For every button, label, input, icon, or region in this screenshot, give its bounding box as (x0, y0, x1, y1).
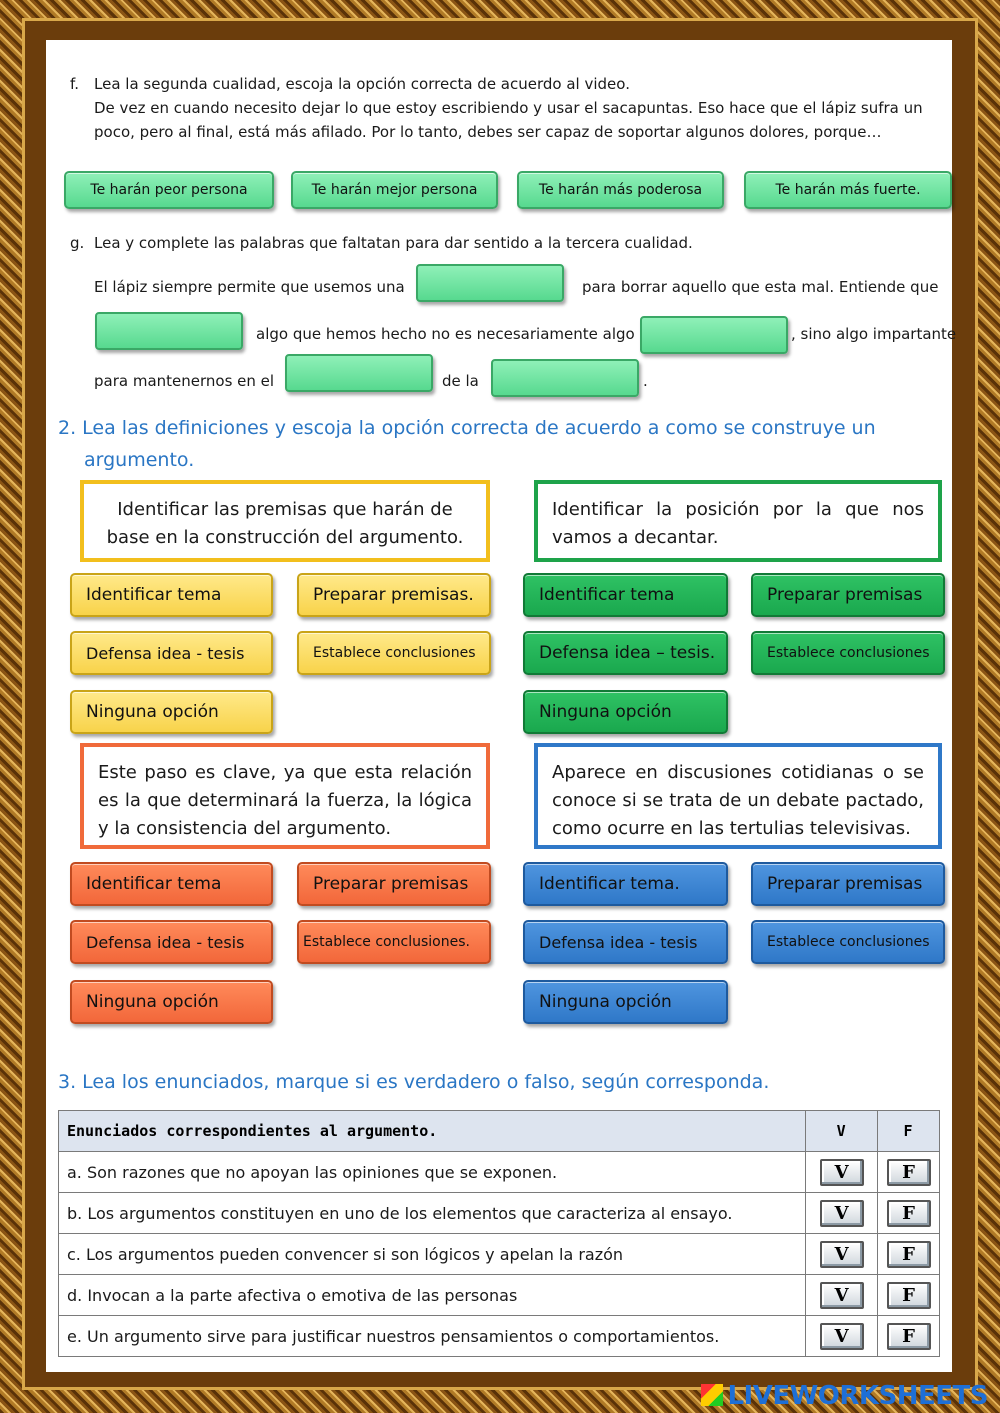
green-option-identificar-tema[interactable]: Identificar tema (523, 573, 728, 617)
orange-option-preparar-premisas[interactable]: Preparar premisas (297, 862, 491, 906)
table-header-row (59, 1111, 940, 1152)
table-row (59, 1275, 940, 1316)
orange-option-defensa-idea[interactable]: Defensa idea - tesis (70, 920, 273, 964)
false-button-d[interactable]: F (887, 1282, 931, 1309)
logo-text: LIVEWORKSHEETS (727, 1381, 988, 1411)
option-f-3-button[interactable]: Te harán más poderosa (517, 171, 724, 209)
yellow-option-preparar-premisas[interactable]: Preparar premisas. (297, 573, 491, 617)
section-2-heading-cont: argumento. (84, 449, 195, 471)
definition-box-orange: Este paso es clave, ya que esta relación es la que determinará la fuerza, la lógica y la consistencia del argumento. (80, 743, 490, 849)
green-option-defensa-idea[interactable]: Defensa idea – tesis. (523, 631, 728, 675)
statement-e: e. Un argumento sirve para justificar nuestros pensamientos o comportamientos. (59, 1316, 806, 1357)
true-button-d[interactable]: V (820, 1282, 864, 1309)
yellow-option-establece-conclusiones[interactable]: Establece conclusiones (297, 631, 491, 675)
option-f-2-button[interactable]: Te harán mejor persona (291, 171, 498, 209)
true-button-e[interactable]: V (820, 1323, 864, 1350)
blue-option-identificar-tema[interactable]: Identificar tema. (523, 862, 728, 906)
option-f-4-button[interactable]: Te harán más fuerte. (744, 171, 952, 209)
false-button-e[interactable]: F (887, 1323, 931, 1350)
green-option-preparar-premisas[interactable]: Preparar premisas (751, 573, 945, 617)
statement-b: b. Los argumentos constituyen en uno de los elementos que caracteriza al ensayo. (59, 1193, 806, 1234)
table-row (59, 1316, 940, 1357)
false-button-a[interactable]: F (887, 1159, 931, 1186)
orange-option-establece-conclusiones[interactable]: Establece conclusiones. (297, 920, 491, 964)
section-3-heading: 3. Lea los enunciados, marque si es verdadero o falso, según corresponda. (58, 1071, 770, 1093)
green-option-ninguna[interactable]: Ninguna opción (523, 690, 728, 734)
item-g-label: g. (70, 234, 85, 252)
section-2-heading: 2. Lea las definiciones y escoja la opción correcta de acuerdo a como se construye un (58, 417, 876, 439)
blue-option-preparar-premisas[interactable]: Preparar premisas (751, 862, 945, 906)
item-f-instruction: Lea la segunda cualidad, escoja la opción correcta de acuerdo al video. (94, 75, 630, 93)
false-button-c[interactable]: F (887, 1241, 931, 1268)
sentence-1-start: El lápiz siempre permite que usemos una (94, 278, 405, 296)
item-f-text-line3: poco, pero al final, está más afilado. Por lo tanto, debes ser capaz de soportar algunos dolores, porque… (94, 123, 882, 141)
sentence-2-end: , sino algo impartante (791, 325, 957, 343)
statement-c: c. Los argumentos pueden convencer si son lógicos y apelan la razón (59, 1234, 806, 1275)
column-header-v: V (806, 1111, 878, 1152)
worksheet-page (46, 40, 957, 1372)
blank-3-input[interactable] (640, 316, 788, 354)
sentence-1-end: para borrar aquello que esta mal. Entiende que (582, 278, 939, 296)
liveworksheets-logo (701, 1381, 988, 1411)
green-option-establece-conclusiones[interactable]: Establece conclusiones (751, 631, 945, 675)
definition-box-green: Identificar la posición por la que nos vamos a decantar. (534, 480, 942, 562)
sentence-3-end: . (643, 372, 648, 390)
option-f-1-button[interactable]: Te harán peor persona (64, 171, 274, 209)
logo-mark-icon (701, 1384, 723, 1406)
blue-option-defensa-idea[interactable]: Defensa idea - tesis (523, 920, 728, 964)
blank-4-input[interactable] (285, 354, 433, 392)
item-g-instruction: Lea y complete las palabras que faltatan para dar sentido a la tercera cualidad. (94, 234, 693, 252)
table-row (59, 1234, 940, 1275)
item-f-text-line2: De vez en cuando necesito dejar lo que estoy escribiendo y usar el sacapuntas. Eso hace que el lápiz sufra un (94, 99, 923, 117)
sentence-2-mid: algo que hemos hecho no es necesariamente algo (256, 325, 635, 343)
statement-a: a. Son razones que no apoyan las opiniones que se exponen. (59, 1152, 806, 1193)
sentence-3-start: para mantenernos en el (94, 372, 275, 390)
table-row (59, 1193, 940, 1234)
definition-box-yellow: Identificar las premisas que harán de base en la construcción del argumento. (80, 480, 490, 562)
false-button-b[interactable]: F (887, 1200, 931, 1227)
definition-box-blue: Aparece en discusiones cotidianas o se conoce si se trata de un debate pactado, como ocurre en las tertulias televisivas. (534, 743, 942, 849)
table-row (59, 1152, 940, 1193)
column-header-statements: Enunciados correspondientes al argumento. (59, 1111, 806, 1152)
blank-1-input[interactable] (416, 264, 564, 302)
true-button-a[interactable]: V (820, 1159, 864, 1186)
blue-option-ninguna[interactable]: Ninguna opción (523, 980, 728, 1024)
blank-5-input[interactable] (491, 359, 639, 397)
sentence-3-mid: de la (442, 372, 479, 390)
true-button-c[interactable]: V (820, 1241, 864, 1268)
true-button-b[interactable]: V (820, 1200, 864, 1227)
statement-d: d. Invocan a la parte afectiva o emotiva de las personas (59, 1275, 806, 1316)
orange-option-ninguna[interactable]: Ninguna opción (70, 980, 273, 1024)
blank-2-input[interactable] (95, 312, 243, 350)
yellow-option-identificar-tema[interactable]: Identificar tema (70, 573, 273, 617)
item-f-label: f. (70, 75, 79, 93)
yellow-option-ninguna[interactable]: Ninguna opción (70, 690, 273, 734)
true-false-table (58, 1110, 940, 1357)
orange-option-identificar-tema[interactable]: Identificar tema (70, 862, 273, 906)
column-header-f: F (878, 1111, 940, 1152)
blue-option-establece-conclusiones[interactable]: Establece conclusiones (751, 920, 945, 964)
yellow-option-defensa-idea[interactable]: Defensa idea - tesis (70, 631, 273, 675)
